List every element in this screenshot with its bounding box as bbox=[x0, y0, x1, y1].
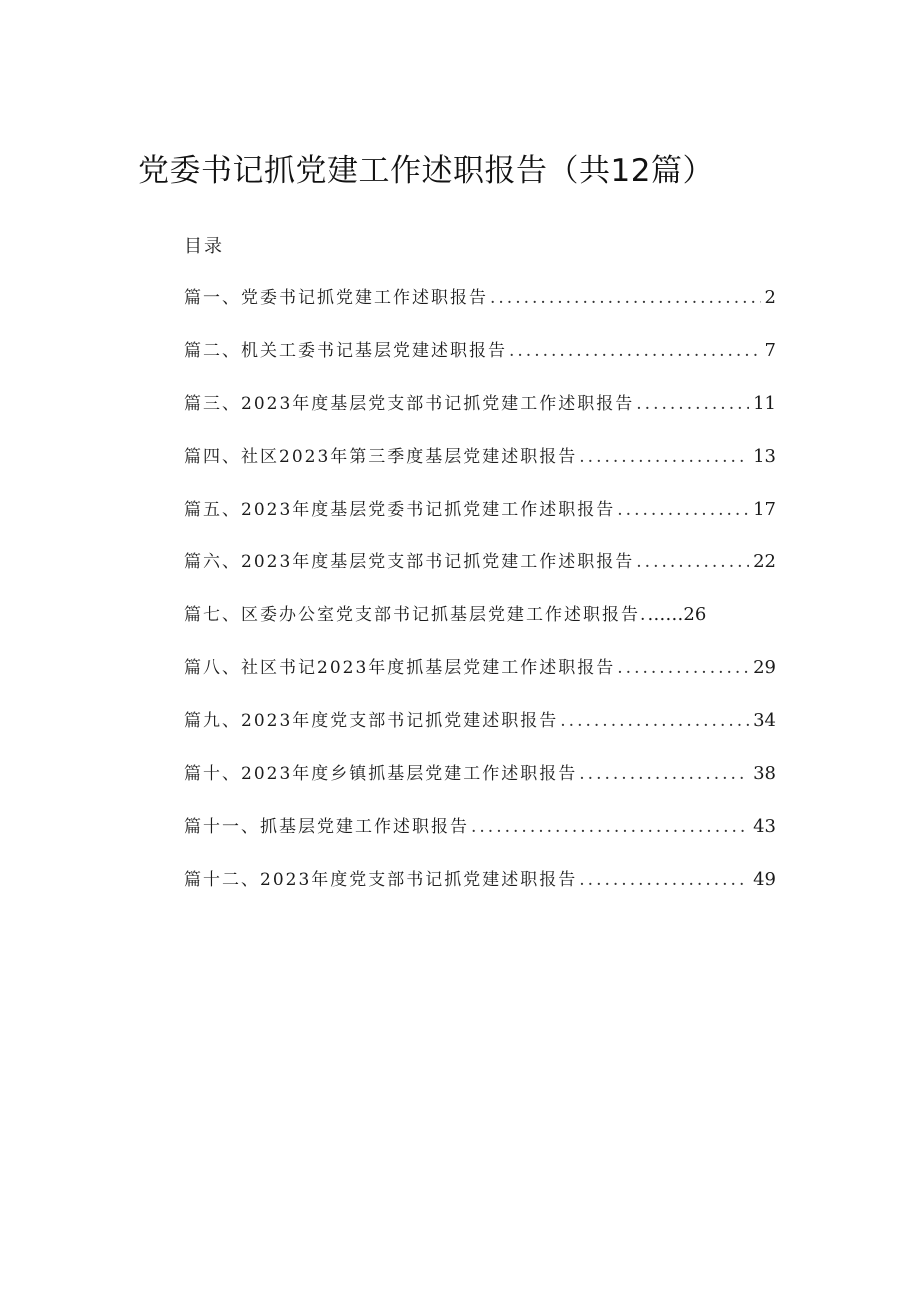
toc-entry-5[interactable] bbox=[184, 495, 776, 548]
toc-entry-title: 篇七、区委办公室党支部书记抓基层党建工作述职报告. bbox=[184, 605, 648, 626]
toc-heading: 目录 bbox=[184, 236, 224, 257]
toc-leader-dots bbox=[636, 547, 749, 577]
toc-leader-dots bbox=[579, 865, 749, 895]
toc-entry-title: 篇五、2023年度基层党委书记抓党建工作述职报告 bbox=[184, 499, 616, 520]
toc-leader-dots bbox=[617, 653, 749, 683]
toc-entry-title: 篇四、社区2023年第三季度基层党建述职报告 bbox=[184, 446, 578, 467]
toc-entry-page: 2 bbox=[764, 287, 776, 308]
toc-entry-page: 11 bbox=[753, 392, 776, 414]
toc-entry-page: 17 bbox=[753, 498, 776, 520]
toc-entry-2[interactable] bbox=[184, 336, 776, 389]
toc-entry-page: 34 bbox=[753, 710, 776, 732]
page-title: 党委书记抓党建工作述职报告（共12篇） bbox=[138, 153, 714, 189]
toc-entry-11[interactable] bbox=[184, 812, 776, 865]
toc-entry-3[interactable] bbox=[184, 389, 776, 442]
toc-entry-title: 篇十、2023年度乡镇抓基层党建工作述职报告 bbox=[184, 764, 578, 785]
toc-entry-title: 篇十一、抓基层党建工作述职报告 bbox=[184, 816, 469, 837]
toc-entry-page: 49 bbox=[753, 868, 776, 890]
toc-leader-dots bbox=[509, 336, 761, 366]
toc-entry-9[interactable] bbox=[184, 706, 776, 759]
toc-leader-dots bbox=[579, 759, 749, 789]
toc-entry-10[interactable] bbox=[184, 759, 776, 812]
toc-entry-8[interactable] bbox=[184, 653, 776, 706]
toc-entry-title: 篇九、2023年度党支部书记抓党建述职报告 bbox=[184, 711, 559, 732]
toc-entry-page: ……26 bbox=[647, 604, 707, 626]
toc-leader-dots bbox=[579, 442, 749, 472]
toc-entry-page: 43 bbox=[753, 815, 776, 837]
toc-entry-7[interactable] bbox=[184, 600, 776, 653]
toc-leader-dots bbox=[560, 706, 749, 736]
toc-entry-page: 7 bbox=[764, 339, 776, 361]
toc-entry-6[interactable] bbox=[184, 547, 776, 600]
toc-entry-12[interactable] bbox=[184, 865, 776, 918]
toc-entry-title: 篇八、社区书记2023年度抓基层党建工作述职报告 bbox=[184, 658, 616, 679]
toc-entry-page: 38 bbox=[753, 763, 776, 785]
toc-leader-dots bbox=[617, 495, 749, 525]
toc-entry-1[interactable] bbox=[184, 283, 776, 336]
toc-entry-4[interactable] bbox=[184, 442, 776, 495]
toc-entry-page: 29 bbox=[753, 657, 776, 679]
toc-entry-title: 篇二、机关工委书记基层党建述职报告 bbox=[184, 340, 507, 361]
toc-entry-title: 篇三、2023年度基层党支部书记抓党建工作述职报告 bbox=[184, 393, 635, 414]
toc-entry-title: 篇十二、2023年度党支部书记抓党建述职报告 bbox=[184, 869, 578, 890]
toc-leader-dots bbox=[636, 389, 749, 419]
toc-leader-dots bbox=[471, 812, 749, 842]
toc-entry-title: 篇一、党委书记抓党建工作述职报告 bbox=[184, 288, 488, 308]
toc-entry-page: 13 bbox=[753, 445, 776, 467]
toc-leader-dots bbox=[490, 283, 761, 313]
toc-entry-page: 22 bbox=[753, 551, 776, 573]
toc-entry-title: 篇六、2023年度基层党支部书记抓党建工作述职报告 bbox=[184, 552, 635, 573]
table-of-contents bbox=[184, 283, 776, 918]
